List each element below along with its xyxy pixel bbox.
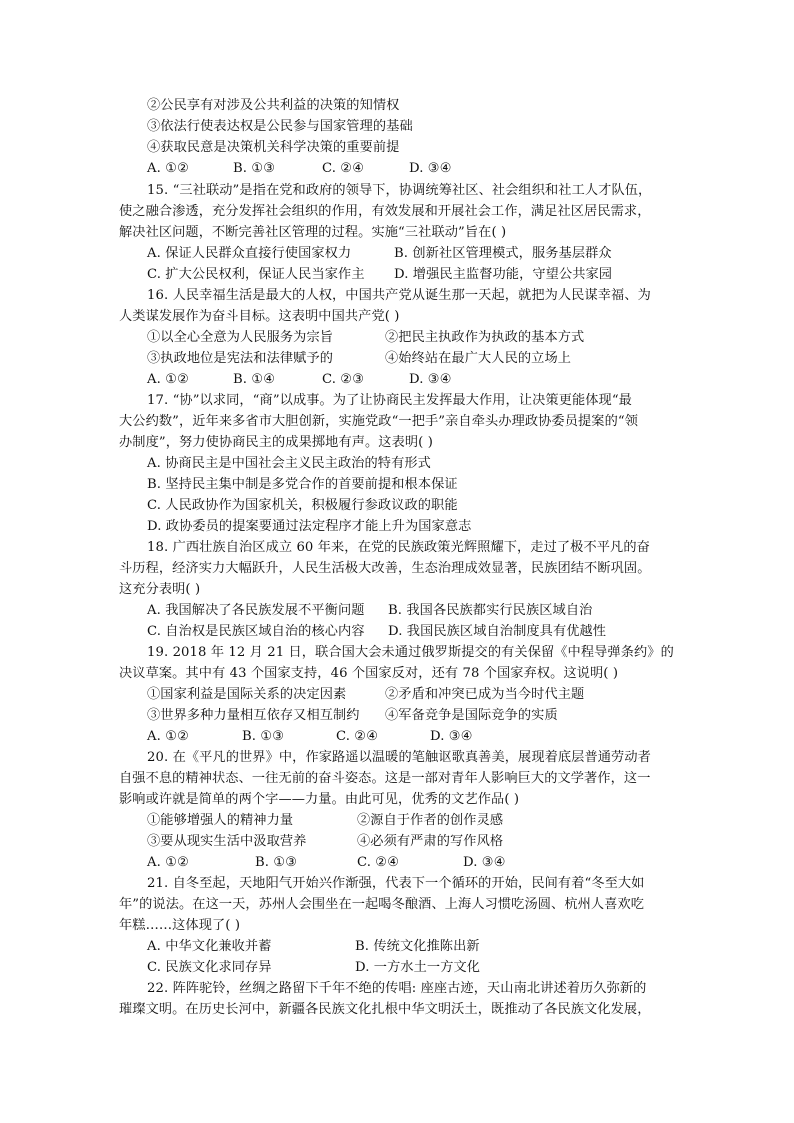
q16-stem-line-1: 16. 人民幸福生活是最大的人权，中国共产党从诞生那一天起，就把为人民谋幸福、为 xyxy=(147,288,651,303)
q21-stem-line-1: 21. 自冬至起，天地阳气开始兴作渐强，代表下一个循环的开始，民间有着“冬至大如 xyxy=(147,876,645,891)
q15-stem-line-3: 解决社区问题，不断完善社区管理的过程。实施“三社联动”旨在( ) xyxy=(119,225,507,240)
q16-option-a[interactable]: A. ①② xyxy=(147,372,190,387)
q20-item-4: ④必须有严肃的写作风格 xyxy=(357,834,504,849)
q20-stem-line-3: 影响或许就是简单的两个字——力量。由此可见，优秀的文艺作品( ) xyxy=(119,792,520,807)
q18-stem-line-2: 斗历程，经济实力大幅跃升，人民生活极大改善，生态治理成效显著，民族团结不断巩固。 xyxy=(119,561,651,576)
q21-option-a[interactable]: A. 中华文化兼收并蓄 xyxy=(147,939,272,954)
q20-item-2: ②源自于作者的创作灵感 xyxy=(357,813,504,828)
q15-stem-line-1: 15. “三社联动”是指在党和政府的领导下，协调统筹社区、社会组织和社工人才队伍， xyxy=(147,183,652,198)
q19-items-row-1 xyxy=(147,685,687,705)
q19-stem-line-1: 19. 2018 年 12 月 21 日，联合国大会未通过俄罗斯提交的有关保留《中程导弹条约》的 xyxy=(147,645,674,660)
q18-option-a[interactable]: A. 我国解决了各民族发展不平衡问题 xyxy=(147,603,365,618)
q21-options-row-2 xyxy=(147,958,687,978)
q20-stem-line-2: 自强不息的精神状态、一往无前的奋斗姿态。这是一部对青年人影响巨大的文学著作，这一 xyxy=(119,771,651,786)
q14-options xyxy=(147,159,687,179)
q14-option-c[interactable]: C. ②④ xyxy=(322,161,365,176)
q17-option-b[interactable]: B. 坚持民主集中制是多党合作的首要前提和根本保证 xyxy=(147,477,458,492)
q16-stem-line-2: 人类谋发展作为奋斗目标。这表明中国共产党( ) xyxy=(119,309,400,324)
q18-stem-line-1: 18. 广西壮族自治区成立 60 年来，在党的民族政策光辉照耀下，走过了极不平凡的奋 xyxy=(147,540,650,555)
q20-item-1: ①能够增强人的精神力量 xyxy=(147,813,294,828)
q19-options xyxy=(147,727,687,747)
q15-stem-line-2: 使之融合渗透，充分发挥社会组织的作用，有效发展和开展社会工作，满足社区居民需求， xyxy=(119,204,651,219)
q20-items-row-1 xyxy=(147,811,687,831)
q14-option-d[interactable]: D. ③④ xyxy=(409,161,452,176)
q16-option-d[interactable]: D. ③④ xyxy=(409,372,452,387)
q19-item-4: ④军备竞争是国际竞争的实质 xyxy=(385,708,558,723)
q14-option-b[interactable]: B. ①③ xyxy=(233,161,276,176)
q19-option-d[interactable]: D. ③④ xyxy=(430,729,473,744)
q15-options-row-1 xyxy=(147,244,687,264)
q16-item-2: ②把民主执政作为执政的基本方式 xyxy=(385,330,585,345)
q15-options-row-2 xyxy=(147,265,687,285)
q15-option-d[interactable]: D. 增强民主监督功能，守望公共家园 xyxy=(394,267,613,282)
q14-statement-2: ②公民享有对涉及公共利益的决策的知情权 xyxy=(147,98,400,113)
q14-statement-3: ③依法行使表达权是公民参与国家管理的基础 xyxy=(147,119,413,134)
q18-options-row-2 xyxy=(147,622,687,642)
q16-item-4: ④始终站在最广大人民的立场上 xyxy=(385,351,572,366)
q18-option-d[interactable]: D. 我国民族区域自治制度具有优越性 xyxy=(388,624,607,639)
q20-option-c[interactable]: C. ②④ xyxy=(357,855,400,870)
q19-stem-line-2: 决议草案。其中有 43 个国家支持，46 个国家反对，还有 78 个国家弃权。这说明( ) xyxy=(119,666,619,681)
q16-option-c[interactable]: C. ②③ xyxy=(322,372,365,387)
q15-option-c[interactable]: C. 扩大公民权利，保证人民当家作主 xyxy=(147,267,365,282)
q21-option-d[interactable]: D. 一方水土一方文化 xyxy=(355,960,481,975)
q20-option-b[interactable]: B. ①③ xyxy=(255,855,298,870)
q17-option-a[interactable]: A. 协商民主是中国社会主义民主政治的特有形式 xyxy=(147,456,431,471)
q18-option-c[interactable]: C. 自治权是民族区域自治的核心内容 xyxy=(147,624,365,639)
q15-option-b[interactable]: B. 创新社区管理模式，服务基层群众 xyxy=(394,246,612,261)
q20-option-a[interactable]: A. ①② xyxy=(147,855,190,870)
q22-stem-line-2: 璀璨文明。在历史长河中，新疆各民族文化扎根中华文明沃土，既推动了各民族文化发展， xyxy=(119,1002,651,1017)
q16-option-b[interactable]: B. ①④ xyxy=(233,372,276,387)
q21-option-b[interactable]: B. 传统文化推陈出新 xyxy=(355,939,480,954)
q14-statement-4: ④获取民意是决策机关科学决策的重要前提 xyxy=(147,140,400,155)
q21-stem-line-2: 年”的说法。在这一天，苏州人会围坐在一起喝冬酿酒、上海人习惯吃汤圆、杭州人喜欢吃 xyxy=(119,897,645,912)
q19-item-1: ①国家利益是国际关系的决定因素 xyxy=(147,687,347,702)
q20-option-d[interactable]: D. ③④ xyxy=(463,855,506,870)
q19-option-c[interactable]: C. ②④ xyxy=(336,729,379,744)
q19-option-a[interactable]: A. ①② xyxy=(147,729,190,744)
q20-options xyxy=(147,853,687,873)
q19-item-2: ②矛盾和冲突已成为当今时代主题 xyxy=(385,687,585,702)
q21-option-c[interactable]: C. 民族文化求同存异 xyxy=(147,960,272,975)
q19-option-b[interactable]: B. ①③ xyxy=(242,729,285,744)
q16-options xyxy=(147,370,687,390)
q17-stem-line-2: 大公约数”，近年来多省市大胆创新，实施党政“一把手”亲自牵头办理政协委员提案的“领 xyxy=(119,414,639,429)
q16-items-row-2 xyxy=(147,349,687,369)
q17-option-d[interactable]: D. 政协委员的提案要通过法定程序才能上升为国家意志 xyxy=(147,519,472,534)
q19-items-row-2 xyxy=(147,706,687,726)
q20-item-3: ③要从现实生活中汲取营养 xyxy=(147,834,307,849)
q15-option-a[interactable]: A. 保证人民群众直接行使国家权力 xyxy=(147,246,352,261)
q21-stem-line-3: 年糕……这体现了( ) xyxy=(119,918,241,933)
q14-option-a[interactable]: A. ①② xyxy=(147,161,190,176)
q17-stem-line-3: 办制度”，努力使协商民主的成果掷地有声。这表明( ) xyxy=(119,435,433,450)
q18-option-b[interactable]: B. 我国各民族都实行民族区域自治 xyxy=(388,603,593,618)
q20-items-row-2 xyxy=(147,832,687,852)
q16-items-row-1 xyxy=(147,328,687,348)
q19-item-3: ③世界多种力量相互依存又相互制约 xyxy=(147,708,360,723)
q18-options-row-1 xyxy=(147,601,687,621)
q16-item-1: ①以全心全意为人民服务为宗旨 xyxy=(147,330,334,345)
q21-options-row-1 xyxy=(147,937,687,957)
q17-option-c[interactable]: C. 人民政协作为国家机关，积极履行参政议政的职能 xyxy=(147,498,458,513)
q17-stem-line-1: 17. “协”以求同，“商”以成事。为了让协商民主发挥最大作用，让决策更能体现“最 xyxy=(147,393,632,408)
q22-stem-line-1: 22. 阵阵驼铃，丝绸之路留下千年不绝的传唱: 座座古迹，天山南北讲述着历久弥新的 xyxy=(147,981,647,996)
q16-item-3: ③执政地位是宪法和法律赋予的 xyxy=(147,351,334,366)
q20-stem-line-1: 20. 在《平凡的世界》中，作家路遥以温暖的笔触讴歌真善美，展现着底层普通劳动者 xyxy=(147,750,651,765)
q18-stem-line-3: 这充分表明( ) xyxy=(119,582,201,597)
